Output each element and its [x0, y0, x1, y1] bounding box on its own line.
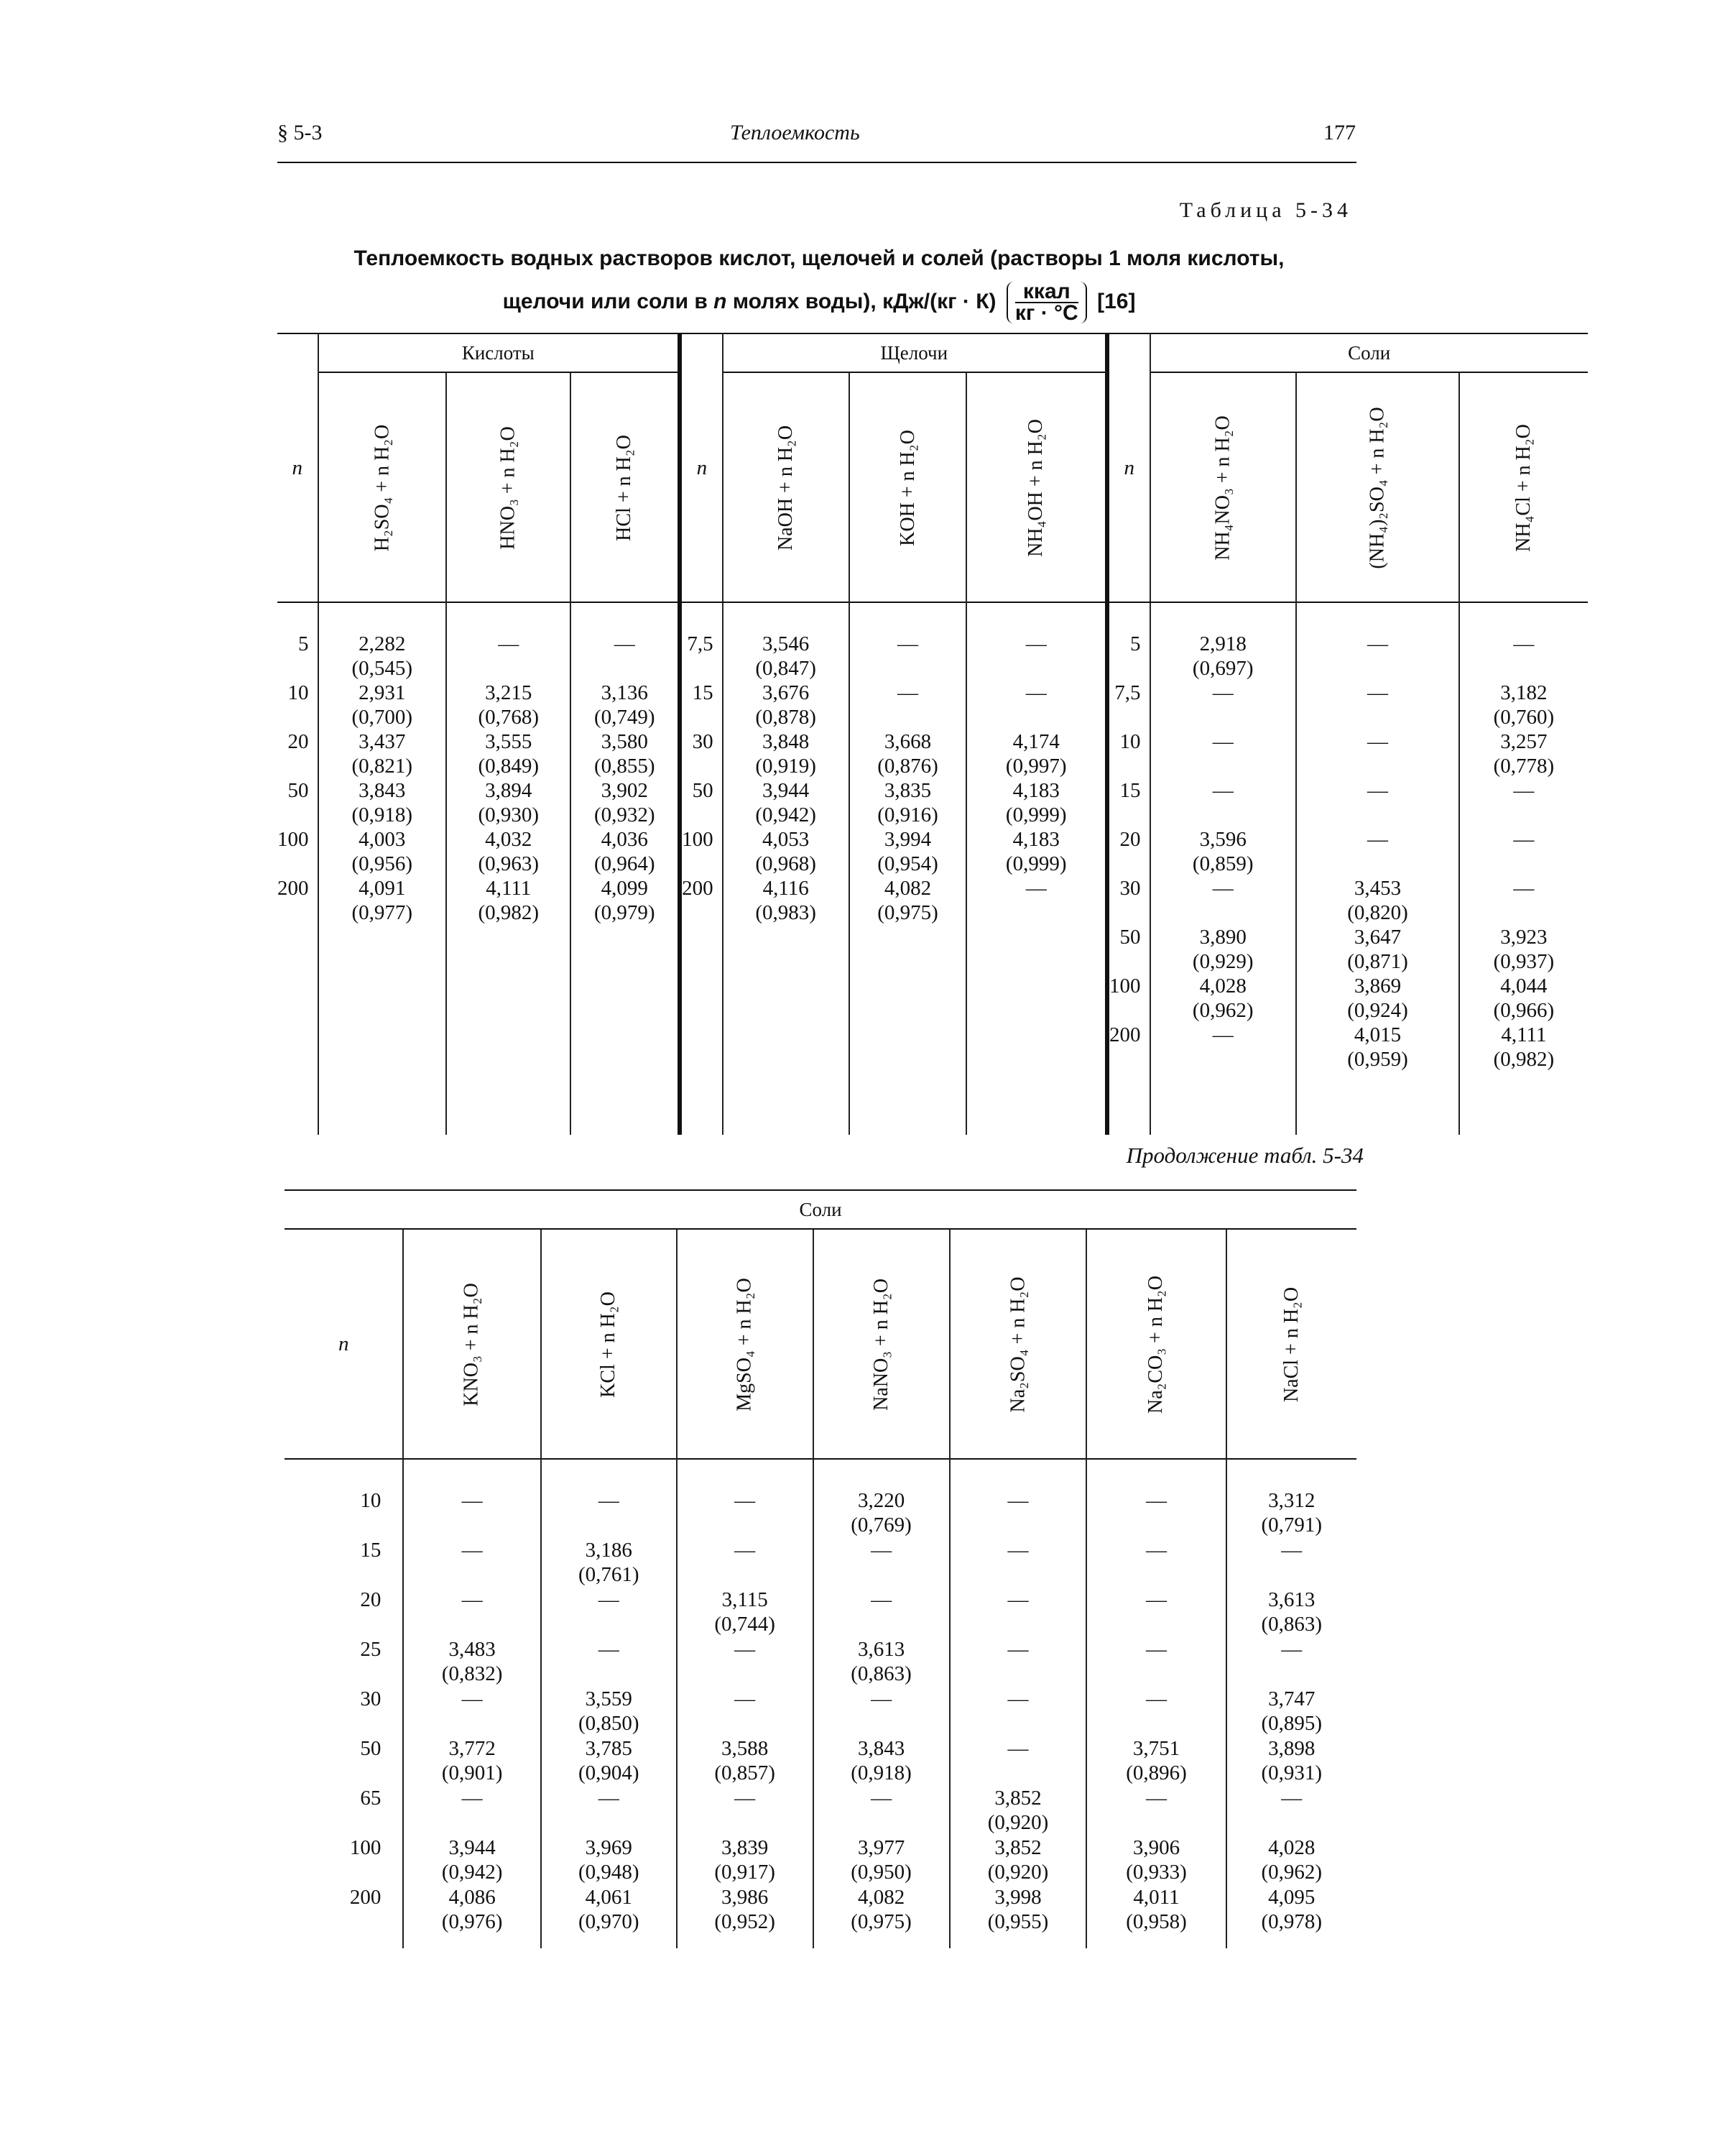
t2-kcl-cell: 3,969 (0,948)	[578, 1836, 639, 1884]
t1-nh42so4-cell: —	[1367, 632, 1388, 655]
t1-acid-n-cell: 50	[287, 779, 309, 802]
t2-na2so4-cell: 3,998 (0,955)	[987, 1886, 1049, 1933]
t1-nh42so4-cell: 3,647 (0,871)	[1347, 926, 1408, 973]
t2-n-cell: 20	[360, 1588, 382, 1611]
unit-numerator: ккал	[1015, 282, 1078, 303]
caption-reference: [16]	[1097, 290, 1136, 313]
t1-salt-n-cell: 15	[1119, 779, 1141, 802]
t1-nh4oh-cell: 4,183 (0,999)	[1005, 779, 1067, 826]
t2-mgso4-cell: —	[734, 1539, 756, 1562]
t1-nh4cl-cell: —	[1513, 632, 1535, 655]
t2-nacl-cell: 3,747 (0,895)	[1261, 1687, 1323, 1735]
t2-kcl-cell: 3,559 (0,850)	[578, 1687, 639, 1735]
t2-na2co3-cell: —	[1146, 1489, 1167, 1512]
t2-col-na2co3: Na₂CO₃ + n H₂O	[1086, 1229, 1226, 1459]
t1-naoh-cell: 3,848 (0,919)	[755, 730, 816, 778]
t2-nacl-values	[1227, 1488, 1356, 1935]
t1-alk-n-cell: 200	[682, 877, 713, 900]
t1-h2so4-cell: 3,843 (0,918)	[351, 779, 413, 826]
page-number: 177	[1323, 121, 1356, 144]
t1-nh4cl-cell: 3,182 (0,760)	[1493, 681, 1555, 729]
t2-na2so4-cell: —	[1007, 1489, 1029, 1512]
t2-na2co3-cell: —	[1146, 1588, 1167, 1611]
t2-na2co3-cell: —	[1146, 1787, 1167, 1810]
group-alkalis: Щелочи	[723, 333, 1107, 372]
col-hno3: HNO₃ + n H₂O	[446, 372, 570, 602]
t1-nh42so4-cell: —	[1367, 730, 1388, 753]
t2-n-cell: 100	[349, 1836, 382, 1859]
t1-nh4cl-cell: 3,257 (0,778)	[1493, 730, 1555, 778]
t1-nh42so4-cell: —	[1367, 681, 1388, 704]
caption-unit-fraction	[1007, 280, 1087, 326]
t1-nh4no3-cell: —	[1212, 877, 1234, 900]
t2-kcl-cell: 3,785 (0,904)	[578, 1737, 639, 1784]
t2-nacl-cell: —	[1281, 1787, 1303, 1810]
t2-na2co3-cell: 3,751 (0,896)	[1126, 1737, 1187, 1784]
t1-alk-n-cell: 7,5	[687, 632, 713, 655]
t1-hno3-values	[447, 632, 570, 925]
t2-nano3-cell: 3,977 (0,950)	[851, 1836, 912, 1884]
t2-col-nano3: NaNO₃ + n H₂O	[813, 1229, 950, 1459]
t1-n-header-salts: n	[1107, 333, 1150, 602]
t1-nh4cl-cell: —	[1513, 877, 1535, 900]
t1-hcl-cell: 4,036 (0,964)	[594, 828, 655, 875]
t1-nh4oh-values	[967, 632, 1105, 925]
t2-na2so4-cell: —	[1007, 1638, 1029, 1661]
caption-line-1: Теплоемкость водных растворов кислот, щелочей и солей (растворы 1 моля кислоты,	[353, 247, 1285, 270]
t2-mgso4-cell: —	[734, 1638, 756, 1661]
t2-mgso4-cell: 3,986 (0,952)	[714, 1886, 775, 1933]
t1-acid-n-cell: 200	[277, 877, 309, 900]
t1-h2so4-cell: 4,003 (0,956)	[351, 828, 413, 875]
t1-nh42so4-cell: 4,015 (0,959)	[1347, 1023, 1408, 1071]
col-nh4no3: NH₄NO₃ + n H₂O	[1150, 372, 1296, 602]
t1-nh4cl-cell: 4,111 (0,982)	[1493, 1023, 1555, 1071]
t1-hcl-cell: 3,902 (0,932)	[594, 779, 655, 826]
table-caption	[280, 237, 1358, 326]
t1-salt-n-cell: 20	[1119, 828, 1141, 851]
t2-col-nacl: NaCl + n H₂O	[1280, 1286, 1303, 1402]
t1-acid-n-cell: 10	[287, 681, 309, 704]
t2-kcl-cell: 3,186 (0,761)	[578, 1539, 639, 1586]
t2-n-cell: 10	[360, 1489, 382, 1512]
t1-nh4cl-cell: 4,044 (0,966)	[1493, 975, 1555, 1022]
t1-nh4no3-cell: 4,028 (0,962)	[1192, 975, 1254, 1022]
t1-nh4no3-cell: —	[1212, 779, 1234, 802]
t2-n-cell: 200	[349, 1886, 382, 1909]
t1-salt-n-cell: 50	[1119, 926, 1141, 949]
col-koh: KOH + n H₂O	[849, 372, 967, 602]
t1-nh4no3-cell: 3,596 (0,859)	[1192, 828, 1254, 875]
t2-nano3-cell: —	[871, 1787, 892, 1810]
t2-kcl-values	[542, 1488, 676, 1935]
table-continuation	[285, 1189, 1356, 1948]
t2-na2co3-cell: —	[1146, 1638, 1167, 1661]
t1-naoh-cell: 3,944 (0,942)	[755, 779, 816, 826]
col-hcl: HCl + n H₂O	[570, 372, 680, 602]
t1-nh42so4-values	[1297, 632, 1458, 1072]
t2-na2co3-cell: 4,011 (0,958)	[1126, 1886, 1187, 1933]
t2-nacl-cell: 4,095 (0,978)	[1261, 1886, 1323, 1933]
caption-line-2	[280, 280, 1358, 326]
t2-group-salts: Соли	[285, 1190, 1356, 1229]
t1-hcl-cell: 4,099 (0,979)	[594, 877, 655, 924]
t1-hno3-cell: —	[498, 632, 519, 655]
t2-nacl-cell: —	[1281, 1539, 1303, 1562]
t2-nacl-cell: 3,898 (0,931)	[1261, 1737, 1323, 1784]
t2-na2so4-values	[951, 1488, 1086, 1935]
t1-nh42so4-cell: —	[1367, 828, 1388, 851]
t1-h2so4-values	[319, 632, 446, 925]
t2-kcl-cell: —	[598, 1787, 619, 1810]
t2-nacl-cell: 3,613 (0,863)	[1261, 1588, 1323, 1636]
t2-na2so4-cell: —	[1007, 1539, 1029, 1562]
section-number: § 5-3	[277, 121, 323, 144]
t2-n-cell: 65	[360, 1787, 382, 1810]
col-h2so4: H₂SO₄ + n H₂O	[318, 372, 447, 602]
t1-acid-n-cell: 100	[277, 828, 309, 851]
group-salts: Соли	[1150, 333, 1588, 372]
t1-nh4oh-cell: —	[1025, 877, 1047, 900]
t1-alk-n-values	[682, 632, 713, 925]
group-acids: Кислоты	[318, 333, 680, 372]
t2-col-na2so4: Na₂SO₄ + n H₂O	[950, 1229, 1087, 1459]
header-rule	[277, 162, 1356, 163]
t1-koh-cell: 3,835 (0,916)	[877, 779, 938, 826]
t1-nh42so4-cell: 3,869 (0,924)	[1347, 975, 1408, 1022]
t1-nh4no3-cell: 3,890 (0,929)	[1192, 926, 1254, 973]
t1-nh42so4-cell: —	[1367, 779, 1388, 802]
t2-nano3-cell: 3,843 (0,918)	[851, 1737, 912, 1784]
t2-kcl-cell: —	[598, 1638, 619, 1661]
t2-kno3-cell: 3,944 (0,942)	[441, 1836, 503, 1884]
t2-kcl-cell: 4,061 (0,970)	[578, 1886, 639, 1933]
t1-nh4no3-cell: —	[1212, 1023, 1234, 1046]
t1-koh-cell: —	[897, 681, 919, 704]
t1-koh-cell: —	[897, 632, 919, 655]
t2-mgso4-cell: —	[734, 1489, 756, 1512]
t2-nacl-cell: 4,028 (0,962)	[1261, 1836, 1323, 1884]
caption-text-post: молях воды), кДж/(кг · К)	[732, 290, 997, 313]
t2-mgso4-cell: 3,839 (0,917)	[714, 1836, 775, 1884]
t1-nh4oh-cell: —	[1025, 632, 1047, 655]
t2-n-values	[285, 1488, 381, 1935]
t1-nh4no3-cell: —	[1212, 681, 1234, 704]
t2-kno3-cell: —	[461, 1588, 483, 1611]
t2-n-header: n	[285, 1229, 403, 1459]
t1-salt-n-values	[1109, 632, 1141, 1072]
t1-nh4no3-cell: —	[1212, 730, 1234, 753]
t1-nh4oh-cell: 4,183 (0,999)	[1005, 828, 1067, 875]
t2-nano3-cell: 3,613 (0,863)	[851, 1638, 912, 1685]
t1-naoh-cell: 3,546 (0,847)	[755, 632, 816, 680]
t2-mgso4-values	[678, 1488, 813, 1935]
t2-na2co3-cell: —	[1146, 1539, 1167, 1562]
t2-na2so4-cell: —	[1007, 1737, 1029, 1760]
t1-salt-n-cell: 100	[1109, 975, 1141, 998]
table-main	[277, 333, 1588, 1135]
t1-hno3-cell: 4,032 (0,963)	[478, 828, 540, 875]
caption-n: n	[713, 290, 727, 313]
t1-nh4cl-cell: —	[1513, 828, 1535, 851]
t1-n-header-acids: n	[277, 333, 318, 602]
running-title: Теплоемкость	[730, 121, 860, 144]
t2-na2so4-cell: 3,852 (0,920)	[987, 1836, 1049, 1884]
t1-hcl-cell: 3,580 (0,855)	[594, 730, 655, 778]
t2-nano3-cell: —	[871, 1539, 892, 1562]
t2-mgso4-cell: —	[734, 1687, 756, 1710]
t2-col-kno3: KNO₃ + n H₂O	[403, 1229, 540, 1459]
t2-col-kcl: KCl + n H₂O	[541, 1229, 677, 1459]
t1-salt-n-cell: 200	[1109, 1023, 1141, 1046]
t1-h2so4-cell: 2,282 (0,545)	[351, 632, 413, 680]
t2-col-mgso4: MgSO₄ + n H₂O	[677, 1229, 813, 1459]
t1-nh4cl-values	[1460, 632, 1588, 1072]
table-label: Таблица 5-34	[1179, 198, 1352, 222]
t1-acid-n-cell: 5	[298, 632, 309, 655]
col-naoh: NaOH + n H₂O	[723, 372, 849, 602]
col-nh4oh: NH₄OH + n H₂O	[966, 372, 1107, 602]
t2-na2so4-cell: —	[1007, 1687, 1029, 1710]
t1-koh-cell: 4,082 (0,975)	[877, 877, 938, 924]
t1-nh4no3-values	[1151, 632, 1295, 1072]
caption-text-pre: щелочи или соли в	[502, 290, 708, 313]
t1-alk-n-cell: 30	[692, 730, 713, 753]
continuation-label: Продолжение табл. 5-34	[1126, 1143, 1364, 1168]
t2-nano3-cell: —	[871, 1687, 892, 1710]
t2-nacl-cell: 3,312 (0,791)	[1261, 1489, 1323, 1537]
t1-naoh-values	[723, 632, 849, 925]
t2-kno3-cell: —	[461, 1489, 483, 1512]
t2-kno3-cell: 3,772 (0,901)	[441, 1737, 503, 1784]
t1-nh4cl-cell: —	[1513, 779, 1535, 802]
t2-mgso4-cell: —	[734, 1787, 756, 1810]
t1-hcl-cell: —	[614, 632, 635, 655]
t1-nh4oh-cell: —	[1025, 681, 1047, 704]
t1-n-header-alkalis: n	[680, 333, 723, 602]
t1-hno3-cell: 4,111 (0,982)	[478, 877, 540, 924]
t2-kno3-cell: 3,483 (0,832)	[441, 1638, 503, 1685]
t1-nh4no3-cell: 2,918 (0,697)	[1192, 632, 1254, 680]
t1-alk-n-cell: 50	[692, 779, 713, 802]
t2-kno3-values	[404, 1488, 540, 1935]
t2-mgso4-cell: 3,115 (0,744)	[714, 1588, 775, 1636]
unit-denominator: кг · °С	[1014, 301, 1078, 326]
t1-h2so4-cell: 2,931 (0,700)	[351, 681, 413, 729]
t1-koh-cell: 3,994 (0,954)	[877, 828, 938, 875]
t2-na2co3-cell: —	[1146, 1687, 1167, 1710]
t1-alk-n-cell: 100	[682, 828, 713, 851]
t2-kcl-cell: —	[598, 1489, 619, 1512]
t2-n-cell: 25	[360, 1638, 382, 1661]
t2-na2co3-cell: 3,906 (0,933)	[1126, 1836, 1187, 1884]
t1-salt-n-cell: 10	[1119, 730, 1141, 753]
col-nh42so4: (NH₄)₂SO₄ + n H₂O	[1296, 372, 1459, 602]
t1-koh-values	[850, 632, 966, 925]
t1-hcl-cell: 3,136 (0,749)	[594, 681, 655, 729]
t2-n-cell: 30	[360, 1687, 382, 1710]
t1-h2so4-cell: 3,437 (0,821)	[351, 730, 413, 778]
t1-salt-n-cell: 5	[1130, 632, 1141, 655]
t2-kno3-cell: —	[461, 1539, 483, 1562]
t2-n-cell: 50	[360, 1737, 382, 1760]
col-nh4cl: NH₄Cl + n H₂O	[1512, 423, 1535, 552]
t2-mgso4-cell: 3,588 (0,857)	[714, 1737, 775, 1784]
t2-nano3-values	[814, 1488, 949, 1935]
t2-na2so4-cell: 3,852 (0,920)	[987, 1787, 1049, 1834]
t2-kcl-cell: —	[598, 1588, 619, 1611]
t1-alk-n-cell: 15	[692, 681, 713, 704]
t2-kno3-cell: 4,086 (0,976)	[441, 1886, 503, 1933]
t1-naoh-cell: 4,116 (0,983)	[755, 877, 816, 924]
t2-nano3-cell: —	[871, 1588, 892, 1611]
t1-salt-n-cell: 30	[1119, 877, 1141, 900]
t1-naoh-cell: 4,053 (0,968)	[755, 828, 816, 875]
t1-acid-n-cell: 20	[287, 730, 309, 753]
t1-hcl-values	[571, 632, 678, 925]
t2-nano3-cell: 3,220 (0,769)	[851, 1489, 912, 1537]
t1-h2so4-cell: 4,091 (0,977)	[351, 877, 413, 924]
t1-hno3-cell: 3,894 (0,930)	[478, 779, 540, 826]
t1-nh4oh-cell: 4,174 (0,997)	[1005, 730, 1067, 778]
t2-na2so4-cell: —	[1007, 1588, 1029, 1611]
t1-koh-cell: 3,668 (0,876)	[877, 730, 938, 778]
t1-acid-n-values	[277, 632, 309, 925]
t2-n-cell: 15	[360, 1539, 382, 1562]
t1-naoh-cell: 3,676 (0,878)	[755, 681, 816, 729]
t1-salt-n-cell: 7,5	[1114, 681, 1141, 704]
t1-nh42so4-cell: 3,453 (0,820)	[1347, 877, 1408, 924]
t1-hno3-cell: 3,555 (0,849)	[478, 730, 540, 778]
t2-kno3-cell: —	[461, 1687, 483, 1710]
t1-hno3-cell: 3,215 (0,768)	[478, 681, 540, 729]
t2-nano3-cell: 4,082 (0,975)	[851, 1886, 912, 1933]
t2-nacl-cell: —	[1281, 1638, 1303, 1661]
t2-na2co3-values	[1087, 1488, 1225, 1935]
t2-kno3-cell: —	[461, 1787, 483, 1810]
t1-nh4cl-cell: 3,923 (0,937)	[1493, 926, 1555, 973]
